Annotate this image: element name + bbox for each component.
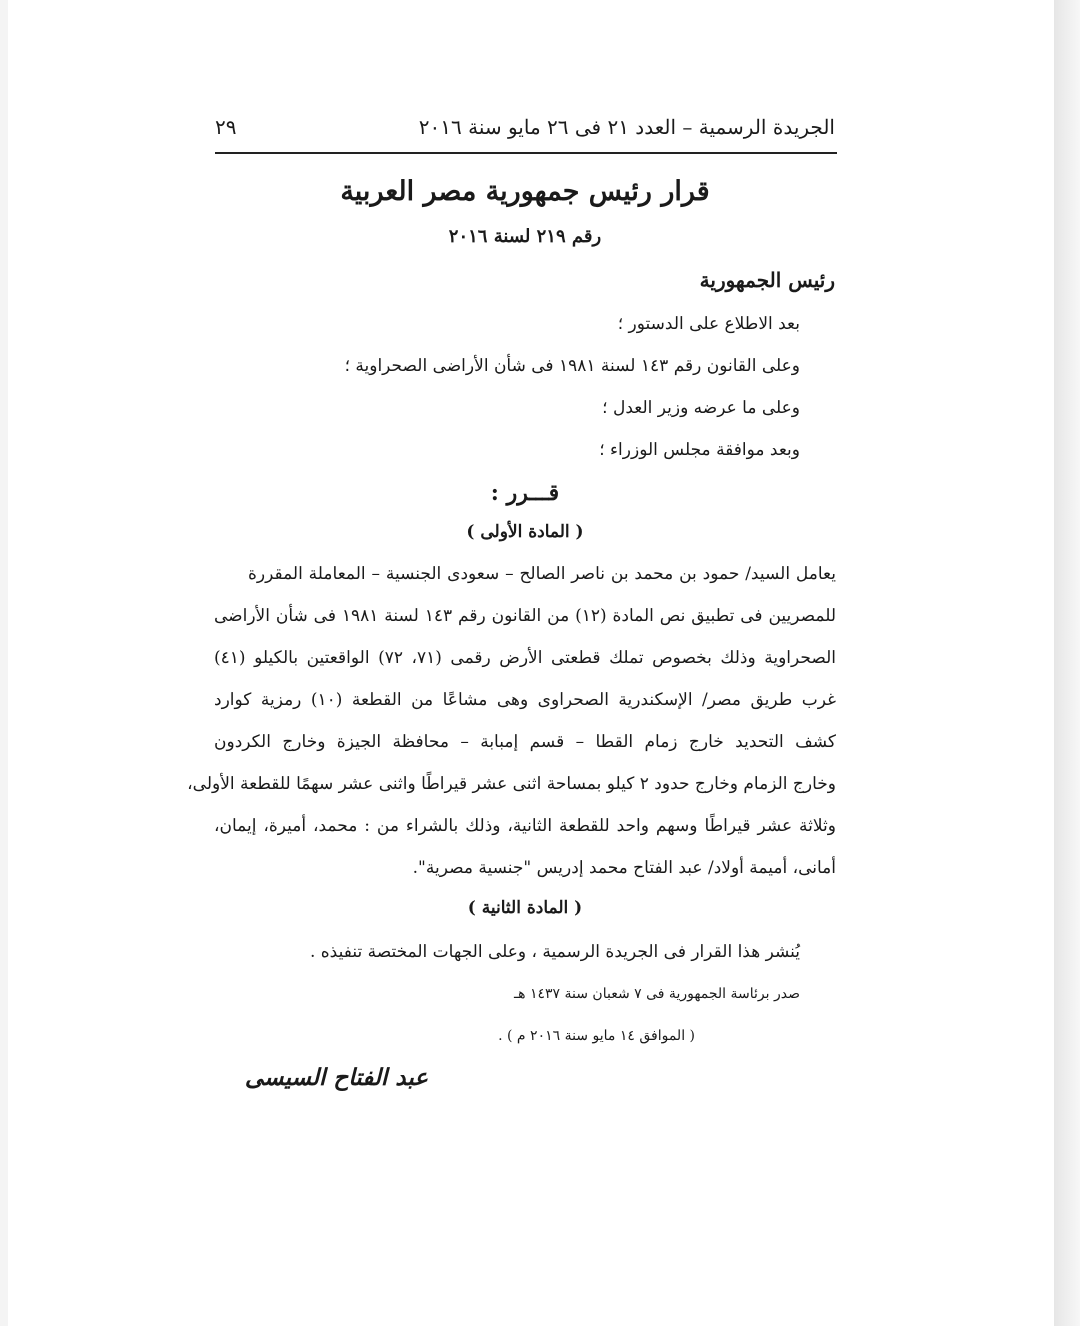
president-label: رئيس الجمهورية: [699, 268, 835, 292]
article-one-line: كشف التحديد خارج زمام القطا – قسم إمبابة – محافظة الجيزة وخارج الكردون: [214, 732, 836, 752]
gazette-header-text: الجريدة الرسمية – العدد ٢١ فى ٢٦ مايو سنة ٢٠١٦: [418, 115, 835, 139]
decree-number: رقم ٢١٩ لسنة ٢٠١٦: [448, 226, 602, 247]
article-one-line: للمصريين فى تطبيق نص المادة (١٢) من القانون رقم ١٤٣ لسنة ١٩٨١ فى شأن الأراضى: [214, 606, 837, 626]
recital-item: بعد الاطلاع على الدستور ؛: [617, 314, 800, 334]
article-one-line: أمانى، أميمة أولاد/ عبد الفتاح محمد إدريس "جنسية مصرية".: [412, 858, 836, 878]
recital-item: وعلى ما عرضه وزير العدل ؛: [602, 398, 800, 418]
page-number: ٢٩: [215, 115, 237, 139]
signature: عبد الفتاح السيسى: [244, 1064, 428, 1091]
article-one-line: يعامل السيد/ حمود بن محمد بن ناصر الصالح – سعودى الجنسية – المعاملة المقررة: [248, 564, 836, 584]
article-one-line: وثلاثة عشر قيراطًا وسهم واحد للقطعة الثانية، وذلك بالشراء من : محمد، أميرة، إيمان،: [214, 816, 836, 836]
decree-title: قرار رئيس جمهورية مصر العربية: [340, 176, 710, 207]
article-one-line: غرب طريق مصر/ الإسكندرية الصحراوى وهى مشاعًا من القطعة (١٠) رمزية كوارد: [214, 690, 837, 710]
header-divider: [215, 152, 837, 154]
article-one-line: وخارج الزمام وخارج حدود ٢ كيلو بمساحة اثنى عشر قيراطًا واثنى عشر سهمًا للقطعة الأولى،: [187, 774, 836, 794]
decided-heading: قـــرر :: [490, 480, 560, 506]
article-one-line: الصحراوية وذلك بخصوص تملك قطعتى الأرض رقمى (٧١، ٧٢) الواقعتين بالكيلو (٤١): [214, 648, 837, 668]
recital-item: وبعد موافقة مجلس الوزراء ؛: [599, 440, 800, 460]
article-two-heading: ( المادة الثانية ): [467, 898, 583, 918]
recital-item: وعلى القانون رقم ١٤٣ لسنة ١٩٨١ فى شأن الأراضى الصحراوية ؛: [344, 356, 800, 376]
corresponding-date: ( الموافق ١٤ مايو سنة ٢٠١٦ م ) .: [498, 1028, 695, 1044]
article-one-heading: ( المادة الأولى ): [466, 522, 584, 542]
article-two-text: يُنشر هذا القرار فى الجريدة الرسمية ، وعلى الجهات المختصة تنفيذه .: [309, 942, 800, 962]
issued-date: صدر برئاسة الجمهورية فى ٧ شعبان سنة ١٤٣٧ هـ: [514, 986, 800, 1002]
page-header: [215, 110, 835, 144]
